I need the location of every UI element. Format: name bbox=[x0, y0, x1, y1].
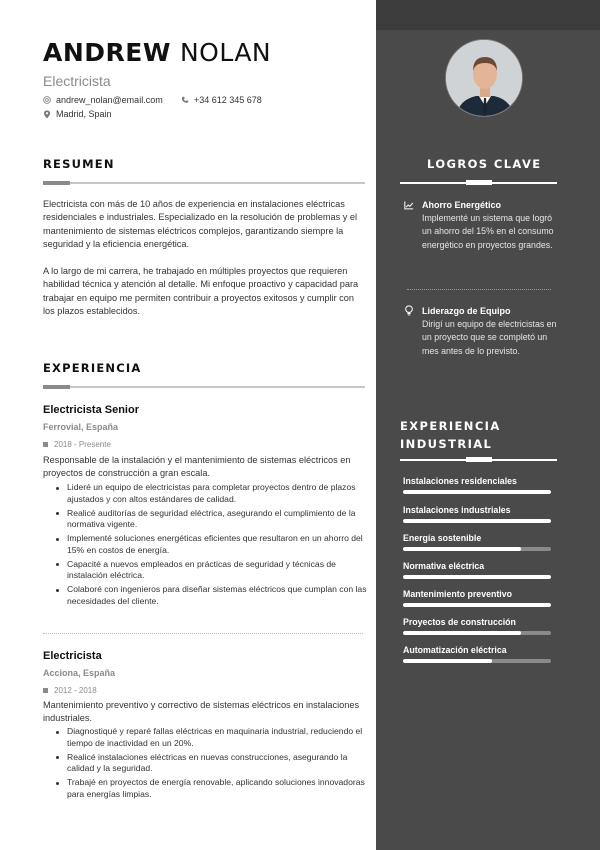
job-1-company: Ferrovial, España bbox=[43, 422, 119, 432]
candidate-name bbox=[43, 38, 271, 68]
skill-name: Instalaciones residenciales bbox=[403, 476, 517, 486]
job-1-title: Electricista Senior bbox=[43, 404, 139, 416]
achievement-2-title: Liderazgo de Equipo bbox=[422, 305, 511, 316]
skill-level-fill bbox=[403, 603, 551, 607]
skills-heading-line-2: INDUSTRIAL bbox=[400, 437, 493, 451]
list-item: Diagnostiqué y reparé fallas eléctricas en maquinaria industrial, reduciendo el tiempo de inactividad en un 20%. bbox=[55, 726, 367, 749]
job-2-company: Acciona, España bbox=[43, 668, 116, 678]
achievement-1 bbox=[404, 200, 564, 252]
date-marker-icon bbox=[43, 688, 48, 693]
lightbulb-icon bbox=[404, 305, 414, 316]
list-item: Colaboré con ingenieros para diseñar sistemas eléctricos que cumplan con las necesidades del cliente. bbox=[55, 584, 367, 607]
list-item: Realicé auditorías de seguridad eléctrica, asegurando el cumplimiento de la normativa vigente. bbox=[55, 508, 367, 531]
first-name: ANDREW bbox=[43, 38, 171, 67]
job-separator bbox=[43, 633, 363, 634]
phone-icon bbox=[181, 96, 189, 104]
achievement-separator bbox=[407, 289, 551, 290]
job-2-description: Mantenimiento preventivo y correctivo de sistemas eléctricos en instalaciones industriales. bbox=[43, 700, 360, 723]
skill-level-bar bbox=[403, 631, 551, 635]
skill-name: Proyectos de construcción bbox=[403, 617, 516, 627]
skill-name: Mantenimiento preventivo bbox=[403, 589, 512, 599]
skills-heading bbox=[400, 417, 501, 453]
summary-divider bbox=[43, 182, 365, 184]
skill-name: Energía sostenible bbox=[403, 533, 482, 543]
sidebar-top-band bbox=[376, 0, 600, 30]
contact-location bbox=[43, 109, 112, 119]
achievements-divider bbox=[400, 182, 557, 184]
skills-heading-line-1: EXPERIENCIA bbox=[400, 419, 501, 433]
experience-divider bbox=[43, 386, 365, 388]
skill-level-bar bbox=[403, 659, 551, 663]
skill-level-bar bbox=[403, 547, 551, 551]
achievement-1-text: Implementé un sistema que logró un ahorro del 15% en el consumo energético en proyectos grandes. bbox=[422, 213, 554, 250]
email-text: andrew_nolan@email.com bbox=[56, 95, 163, 105]
summary-paragraph-1: Electricista con más de 10 años de experiencia en instalaciones eléctricas residenciales e industriales. Especializado en la resolución de problemas y el mantenimiento de sistemas eléctricos complejos, garantizando siempre la seguridad y la eficiencia energética. bbox=[43, 199, 358, 249]
location-text: Madrid, Spain bbox=[56, 109, 112, 119]
skill-level-fill bbox=[403, 575, 551, 579]
profile-photo-icon bbox=[446, 40, 523, 117]
skill-item bbox=[403, 561, 553, 579]
skill-item bbox=[403, 476, 553, 494]
job-2-dates-text: 2012 - 2018 bbox=[54, 686, 97, 695]
skill-item bbox=[403, 645, 553, 663]
chart-icon bbox=[404, 201, 414, 210]
summary-paragraph-2: A lo largo de mi carrera, he trabajado en múltiples proyectos que requieren habilidad técnica y atención al detalle. Mi enfoque proactivo y capacidad para trabajar en equipo me permiten contribuir a proyectos exitosos y cumplir con los plazos establecidos. bbox=[43, 266, 359, 316]
location-pin-icon bbox=[43, 110, 51, 119]
skill-level-fill bbox=[403, 490, 551, 494]
skill-level-fill bbox=[403, 519, 551, 523]
sidebar bbox=[376, 0, 600, 850]
list-item: Capacité a nuevos empleados en prácticas de seguridad y técnicas de instalación eléctrica. bbox=[55, 559, 367, 582]
contact-email[interactable] bbox=[43, 95, 163, 105]
job-1-description: Responsable de la instalación y el mantenimiento de sistemas eléctricos en proyectos de construcción a gran escala. bbox=[43, 455, 351, 478]
skills-divider bbox=[400, 459, 557, 461]
list-item: Implementé soluciones energéticas eficientes que resultaron en un ahorro del 15% en costos de energía. bbox=[55, 533, 367, 556]
skill-name: Automatización eléctrica bbox=[403, 645, 507, 655]
achievement-2 bbox=[404, 305, 564, 358]
skill-item bbox=[403, 617, 553, 635]
list-item: Trabajé en proyectos de energía renovable, aplicando soluciones innovadoras para energías limpias. bbox=[55, 777, 367, 800]
job-role: Electricista bbox=[43, 73, 111, 89]
achievement-2-text: Dirigí un equipo de electricistas en un proyecto que se completó un mes antes de lo previsto. bbox=[422, 319, 557, 356]
summary-heading: RESUMEN bbox=[43, 157, 115, 171]
skill-level-bar bbox=[403, 603, 551, 607]
skill-name: Normativa eléctrica bbox=[403, 561, 485, 571]
skill-level-fill bbox=[403, 631, 521, 635]
skill-level-bar bbox=[403, 519, 551, 523]
job-1-dates-text: 2018 - Presente bbox=[54, 440, 111, 449]
job-2-bullets bbox=[55, 726, 367, 803]
list-item: Lideré un equipo de electricistas para completar proyectos dentro de plazos ajustados y con altos estándares de calidad. bbox=[55, 482, 367, 505]
job-2-title: Electricista bbox=[43, 650, 102, 662]
last-name: NOLAN bbox=[179, 38, 272, 67]
skill-level-bar bbox=[403, 575, 551, 579]
at-icon bbox=[43, 96, 51, 104]
avatar bbox=[445, 39, 523, 117]
job-1-bullets bbox=[55, 482, 367, 610]
skill-level-fill bbox=[403, 547, 521, 551]
achievement-1-title: Ahorro Energético bbox=[422, 200, 502, 210]
skill-item bbox=[403, 533, 553, 551]
skill-item bbox=[403, 589, 553, 607]
skill-level-bar bbox=[403, 490, 551, 494]
date-marker-icon bbox=[43, 442, 48, 447]
achievements-heading: LOGROS CLAVE bbox=[427, 157, 542, 171]
contact-phone[interactable] bbox=[181, 95, 262, 105]
phone-text: +34 612 345 678 bbox=[194, 95, 262, 105]
skill-level-fill bbox=[403, 659, 492, 663]
list-item: Realicé instalaciones eléctricas en nuevas construcciones, asegurando la calidad y la seguridad. bbox=[55, 752, 367, 775]
experience-heading: EXPERIENCIA bbox=[43, 361, 142, 375]
job-2-dates bbox=[43, 686, 97, 695]
skill-name: Instalaciones industriales bbox=[403, 505, 511, 515]
skill-item bbox=[403, 505, 553, 523]
job-1-dates bbox=[43, 440, 111, 449]
